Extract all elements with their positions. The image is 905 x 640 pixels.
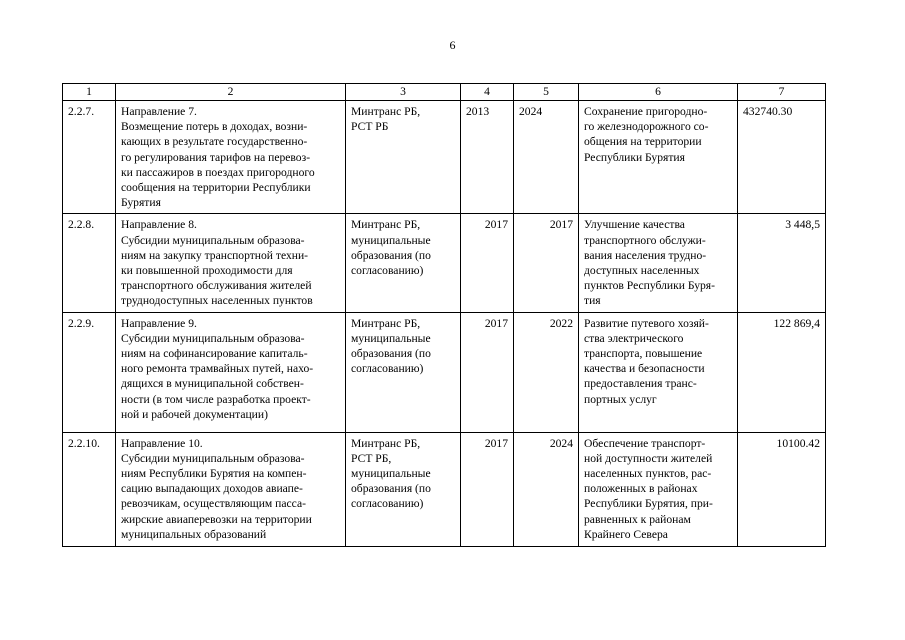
row-amount: 10100.42	[738, 432, 826, 546]
text-line: Субсидии муниципальным образова-	[121, 331, 305, 345]
row-number: 2.2.7.	[63, 101, 116, 214]
text-line: дящихся в муниципальной собствен-	[121, 377, 304, 391]
text-line: образования (по	[351, 248, 431, 262]
text-line: муниципальные	[351, 331, 431, 345]
text-line: тия	[584, 294, 601, 308]
text-line: образования (по	[351, 347, 431, 361]
row-amount: 3 448,5	[738, 214, 826, 312]
text-line: доступных населенных	[584, 264, 700, 278]
text-line: равненных к районам	[584, 512, 691, 526]
text-line: труднодоступных населенных пунктов	[121, 294, 313, 308]
text-line: Крайнего Севера	[584, 527, 668, 541]
text-line: муниципальные	[351, 467, 431, 481]
header-cell: 5	[514, 84, 579, 101]
text-line: муниципальные	[351, 233, 431, 247]
text-line: Направление 9.	[121, 316, 197, 330]
row-executor	[346, 312, 461, 432]
text-line: образования (по	[351, 482, 431, 496]
row-end-year: 2024	[514, 432, 579, 546]
row-number: 2.2.9.	[63, 312, 116, 432]
row-start-year: 2013	[461, 101, 514, 214]
text-line: Направление 8.	[121, 218, 197, 232]
text-line: Республики Бурятия, при-	[584, 497, 713, 511]
row-executor	[346, 214, 461, 312]
text-line: Субсидии муниципальным образова-	[121, 233, 305, 247]
text-line: Возмещение потерь в доходах, возни-	[121, 120, 308, 134]
text-line: ниям Республики Бурятия на компен-	[121, 467, 307, 481]
table-row	[63, 214, 826, 312]
text-line: согласованию)	[351, 264, 424, 278]
text-line: ности (в том числе разработка проект-	[121, 392, 311, 406]
text-line: ки повышенной проходимости для	[121, 264, 293, 278]
text-line: транспорта, повышение	[584, 347, 703, 361]
header-cell: 6	[579, 84, 738, 101]
text-line: жирские авиаперевозки на территории	[121, 512, 312, 526]
text-line: Сохранение пригородно-	[584, 105, 708, 118]
header-cell: 7	[738, 84, 826, 101]
text-line: Обеспечение транспорт-	[584, 436, 706, 450]
text-line: пунктов Республики Буря-	[584, 279, 715, 293]
text-line: ревозчикам, осуществляющим пасса-	[121, 497, 306, 511]
row-number: 2.2.10.	[63, 432, 116, 546]
text-line: муниципальных образований	[121, 527, 267, 541]
header-cell: 1	[63, 84, 116, 101]
row-amount: 432740.30	[738, 101, 826, 214]
header-cell: 2	[116, 84, 346, 101]
row-number: 2.2.8.	[63, 214, 116, 312]
header-cell: 4	[461, 84, 514, 101]
text-line: Минтранс РБ,	[351, 218, 421, 232]
text-line: ки пассажиров в поездах пригородного	[121, 165, 315, 179]
row-executor	[346, 432, 461, 546]
row-end-year: 2022	[514, 312, 579, 432]
text-line: го железнодорожного со-	[584, 120, 709, 134]
text-line: Бурятия	[121, 196, 161, 210]
row-start-year: 2017	[461, 214, 514, 312]
text-line: сацию выпадающих доходов авиапе-	[121, 482, 303, 496]
text-line: Минтранс РБ,	[351, 105, 421, 118]
text-line: РСТ РБ	[351, 120, 389, 134]
text-line: Минтранс РБ,	[351, 316, 421, 330]
text-line: Республики Бурятия	[584, 150, 685, 164]
text-line: транспортного обслужи-	[584, 233, 706, 247]
row-result	[579, 101, 738, 214]
text-line: положенных в районах	[584, 482, 698, 496]
text-line: сообщения на территории Республики	[121, 181, 311, 195]
row-description	[116, 432, 346, 546]
text-line: ной и рабочей документации)	[121, 407, 268, 421]
text-line: населенных пунктов, рас-	[584, 467, 712, 481]
row-start-year: 2017	[461, 432, 514, 546]
table-row	[63, 101, 826, 214]
text-line: Субсидии муниципальным образова-	[121, 451, 305, 465]
text-line: Развитие путевого хозяй-	[584, 316, 709, 330]
text-line: Улучшение качества	[584, 218, 685, 232]
text-line: РСТ РБ,	[351, 451, 392, 465]
row-description	[116, 312, 346, 432]
row-result	[579, 214, 738, 312]
text-line: ниям на закупку транспортной техни-	[121, 248, 309, 262]
text-line: вания населения трудно-	[584, 248, 707, 262]
text-line: предоставления транс-	[584, 377, 697, 391]
text-line: общения на территории	[584, 135, 702, 149]
table-row	[63, 432, 826, 546]
row-description	[116, 101, 346, 214]
row-start-year: 2017	[461, 312, 514, 432]
row-result	[579, 432, 738, 546]
text-line: ной доступности жителей	[584, 451, 713, 465]
text-line: ства электрического	[584, 331, 684, 345]
text-line: Минтранс РБ,	[351, 436, 421, 450]
row-executor	[346, 101, 461, 214]
text-line: ного ремонта трамвайных путей, нахо-	[121, 362, 314, 376]
text-line: го регулирования тарифов на перевоз-	[121, 150, 311, 164]
header-cell: 3	[346, 84, 461, 101]
row-end-year: 2024	[514, 101, 579, 214]
text-line: качества и безопасности	[584, 362, 705, 376]
row-end-year: 2017	[514, 214, 579, 312]
text-line: ниям на софинансирование капиталь-	[121, 347, 308, 361]
text-line: согласованию)	[351, 362, 424, 376]
text-line: Направление 10.	[121, 436, 203, 450]
row-amount: 122 869,4	[738, 312, 826, 432]
row-description	[116, 214, 346, 312]
text-line: транспортного обслуживания жителей	[121, 279, 312, 293]
text-line: портных услуг	[584, 392, 657, 406]
row-result	[579, 312, 738, 432]
table-row	[63, 312, 826, 432]
header-row	[63, 84, 826, 101]
page-number: 6	[449, 38, 456, 52]
text-line: Направление 7.	[121, 105, 197, 118]
text-line: кающих в результате государственно-	[121, 135, 308, 149]
text-line: согласованию)	[351, 497, 424, 511]
program-table	[62, 83, 826, 547]
